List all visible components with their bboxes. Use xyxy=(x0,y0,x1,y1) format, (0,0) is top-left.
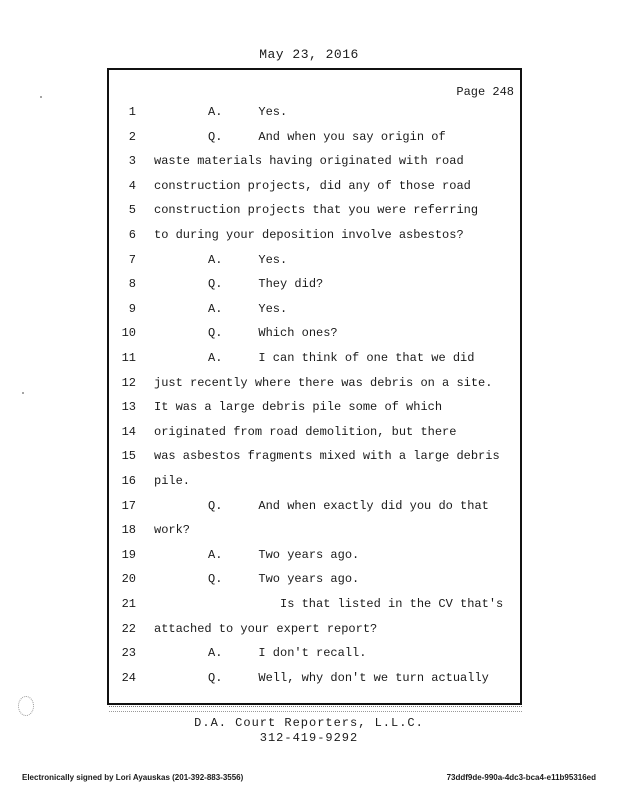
court-reporter-name: D.A. Court Reporters, L.L.C. xyxy=(194,716,424,730)
line-number: 4 xyxy=(128,178,136,193)
transcript-line xyxy=(110,449,520,469)
line-text: construction projects, did any of those road xyxy=(154,178,471,193)
transcript-line xyxy=(110,376,520,396)
transcript-line xyxy=(110,277,520,297)
line-number: 20 xyxy=(121,572,136,587)
line-text: A. I can think of one that we did xyxy=(208,351,475,365)
line-text: Q. And when exactly did you do that xyxy=(208,498,489,513)
transcript-line xyxy=(110,203,520,223)
transcript-line xyxy=(110,105,520,125)
line-text: Q. Two years ago. xyxy=(208,572,360,587)
line-text: Q. Well, why don't we turn actually xyxy=(208,670,489,685)
transcript-line xyxy=(110,572,520,592)
line-number: 12 xyxy=(121,375,136,390)
transcript-line xyxy=(110,597,520,617)
line-text: work? xyxy=(154,523,191,538)
line-text: pile. xyxy=(154,474,191,488)
line-text: just recently where there was debris on a site. xyxy=(154,375,493,390)
transcript-line xyxy=(110,326,520,346)
line-number: 11 xyxy=(121,351,136,365)
transcript-line xyxy=(110,130,520,150)
transcript-line xyxy=(110,400,520,420)
document-hash-id: 73ddf9de-990a-4dc3-bca4-e11b95316ed xyxy=(446,773,596,782)
line-number: 24 xyxy=(121,670,136,685)
electronic-signature: Electronically signed by Lori Ayauskas (201-392-883-3556) xyxy=(22,773,244,782)
line-text: Is that listed in the CV that's xyxy=(280,597,504,611)
line-text: A. Yes. xyxy=(208,252,288,267)
transcript-line xyxy=(110,646,520,666)
line-number: 9 xyxy=(128,301,136,316)
court-reporter-phone: 312-419-9292 xyxy=(259,731,359,745)
line-number: 16 xyxy=(121,474,136,488)
transcript-line xyxy=(110,302,520,322)
transcript-date: May 23, 2016 xyxy=(259,47,359,62)
line-text: construction projects that you were referring xyxy=(154,203,479,218)
line-text: A. Yes. xyxy=(208,105,288,119)
transcript-line xyxy=(110,351,520,371)
line-text: A. Yes. xyxy=(208,301,288,316)
line-text: Q. They did? xyxy=(208,277,324,292)
line-number: 18 xyxy=(121,523,136,538)
frame-bottom-rule xyxy=(109,706,522,712)
line-number: 14 xyxy=(121,424,136,439)
line-text: to during your deposition involve asbestos? xyxy=(154,228,464,242)
scan-speck xyxy=(22,392,24,394)
transcript-line xyxy=(110,622,520,642)
line-number: 8 xyxy=(128,277,136,292)
transcript-line xyxy=(110,671,520,691)
transcript-line xyxy=(110,499,520,519)
line-number: 5 xyxy=(128,203,136,218)
line-number: 19 xyxy=(121,547,136,562)
line-number: 21 xyxy=(121,597,136,611)
line-number: 6 xyxy=(128,228,136,242)
line-number: 13 xyxy=(121,400,136,415)
line-number: 10 xyxy=(121,326,136,341)
line-number: 23 xyxy=(121,646,136,661)
line-text: Q. Which ones? xyxy=(208,326,338,341)
line-text: attached to your expert report? xyxy=(154,621,378,636)
transcript-line xyxy=(110,179,520,199)
line-text: originated from road demolition, but there xyxy=(154,424,457,439)
line-number: 2 xyxy=(128,129,136,144)
line-number: 1 xyxy=(128,105,136,119)
line-text: Q. And when you say origin of xyxy=(208,129,446,144)
transcript-line xyxy=(110,425,520,445)
transcript-line xyxy=(110,474,520,494)
line-number: 7 xyxy=(128,252,136,267)
line-number: 3 xyxy=(128,154,136,169)
transcript-line xyxy=(110,253,520,273)
line-text: A. I don't recall. xyxy=(208,646,367,661)
scan-speck xyxy=(40,96,42,98)
transcript-line xyxy=(110,228,520,248)
transcript-line xyxy=(110,154,520,174)
line-text: It was a large debris pile some of which xyxy=(154,400,443,415)
page-number: Page 248 xyxy=(456,85,514,99)
line-text: was asbestos fragments mixed with a large debris xyxy=(154,449,500,464)
punch-hole-mark xyxy=(18,696,34,716)
transcript-line xyxy=(110,523,520,543)
line-text: waste materials having originated with road xyxy=(154,154,464,169)
line-text: A. Two years ago. xyxy=(208,547,360,562)
line-number: 15 xyxy=(121,449,136,464)
line-number: 17 xyxy=(121,498,136,513)
line-number: 22 xyxy=(121,621,136,636)
transcript-line xyxy=(110,548,520,568)
